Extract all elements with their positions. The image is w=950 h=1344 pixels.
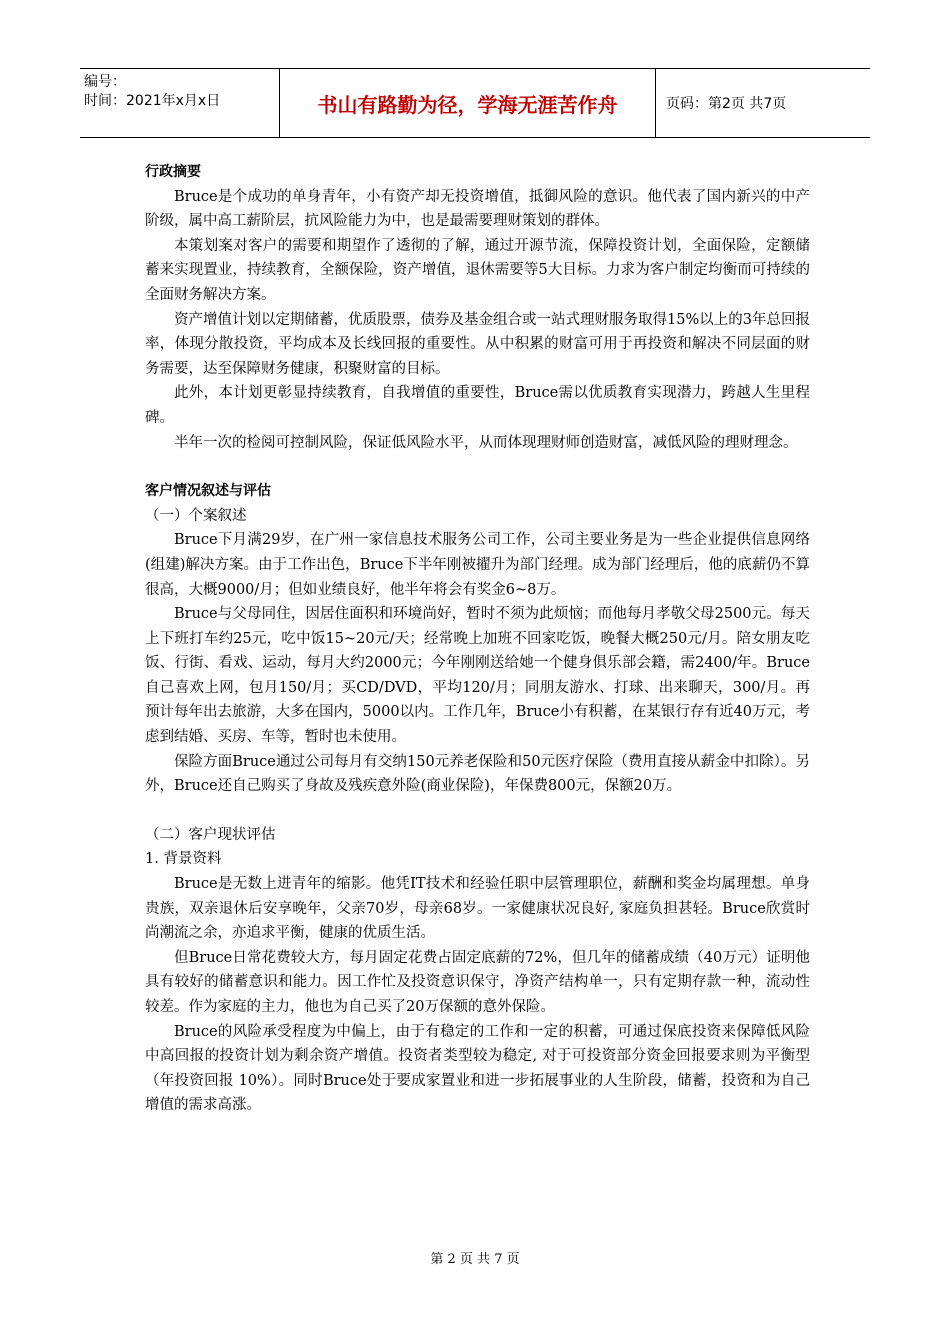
header-motto: 书山有路勤为径，学海无涯苦作舟 [280,69,656,137]
paragraph: Bruce是个成功的单身青年，小有资产却无投资增值，抵御风险的意识。他代表了国内新兴的中产阶级，属中高工薪阶层，抗风险能力为中，也是最需要理财策划的群体。 [145,188,810,230]
case-subtitle: （一）个案叙述 [145,507,247,524]
paragraph: Bruce下月满29岁，在广州一家信息技术服务公司工作，公司主要业务是为一些企业提供信息网络(组建)解决方案。由于工作出色，Bruce下半年刚被擢升为部门经理。成为部门经理后，他的底薪仍不算很高，大概9000/月；但如业绩良好，他半年将会有奖金6~8万。 [145,532,810,598]
paragraph: Bruce的风险承受程度为中偏上，由于有稳定的工作和一定的积蓄，可通过保底投资来保障低风险中高回报的投资计划为剩余资产增值。投资者类型较为稳定, 对于可投资部分资金回报要求则为平衡型（年投资回报 10%）。同时Bruce处于要成家置业和进一步拓展事业的人生阶段，储蓄，投资和为自己增值的需求高涨。 [145,1023,810,1114]
document-body [145,160,810,1118]
exec-summary-title: 行政摘要 [145,164,201,180]
paragraph: 但Bruce日常花费较大方，每月固定花费占固定底薪的72%，但几年的储蓄成绩（40万元）证明他具有较好的储蓄意识和能力。因工作忙及投资意识保守，净资产结构单一，只有定期存款一种，流动性较差。作为家庭的主力，他也为自己买了20万保额的意外保险。 [145,949,810,1015]
client-section-title: 客户情况叙述与评估 [145,483,271,500]
paragraph: 资产增值计划以定期储蓄，优质股票，债券及基金组合或一站式理财服务取得15%以上的3年总回报率，体现分散投资，平均成本及长线回报的重要性。从中积累的财富可用于再投资和解决不同层面的财务需要，达至保障财务健康，积聚财富的目标。 [145,311,810,377]
paragraph: 此外，本计划更彰显持续教育，自我增值的重要性，Bruce需以优质教育实现潜力，跨越人生里程碑。 [145,385,810,426]
date-line: 时间：2021年x月x日 [84,93,221,109]
paragraph: 半年一次的检阅可控制风险，保证低风险水平，从而体现理财师创造财富，减低风险的理财理念。 [174,434,798,451]
paragraph: 保险方面Bruce通过公司每月有交纳150元养老保险和50元医疗保险（费用直接从薪金中扣除）。另外，Bruce还自己购买了身故及残疾意外险(商业保险)，年保费800元，保额20万。 [145,753,810,795]
evaluation-subtitle: （二）客户现状评估 [145,826,276,843]
page-footer: 第 2 页 共 7 页 [430,1252,520,1267]
paragraph: Bruce与父母同住，因居住面积和环境尚好，暂时不须为此烦恼；而他每月孝敬父母2500元。每天上下班打车约25元，吃中饭15~20元/天；经常晚上加班不回家吃饭，晚餐大概250元/月。陪女朋友吃饭、行街、看戏、运动，每月大约2000元；今年刚刚送给她一个健身俱乐部会籍，需2400/年。Bruce自己喜欢上网，包月150/月；买CD/DVD，平均120/月；同朋友游水、打球、出来聊天，300/月。再预计每年出去旅游，大多在国内，5000以内。工作几年，Bruce小有积蓄，在某银行存有近40万元，考虑到结婚、买房、车等，暂时也未使用。 [145,606,810,746]
paragraph: Bruce是无数上进青年的缩影。他凭IT技术和经验任职中层管理职位，薪酬和奖金均属理想。单身贵族，双亲退休后安享晚年，父亲70岁，母亲68岁。一家健康状况良好, 家庭负担甚轻。Bruce欣赏时尚潮流之余，亦追求平衡，健康的优质生活。 [145,876,810,942]
paragraph: 本策划案对客户的需要和期望作了透彻的了解，通过开源节流，保障投资计划，全面保险，定额储蓄来实现置业，持续教育，全额保险，资产增值，退休需要等5大目标。力求为客户制定均衡而可持续的全面财务解决方案。 [145,237,810,303]
serial-label: 编号： [84,74,126,90]
page-header [80,68,870,138]
spacer [145,455,810,479]
spacer [145,799,810,823]
header-meta [80,69,280,137]
background-subtitle: 1. 背景资料 [145,851,222,868]
header-page-info: 页码：第2页 共7页 [666,96,787,112]
